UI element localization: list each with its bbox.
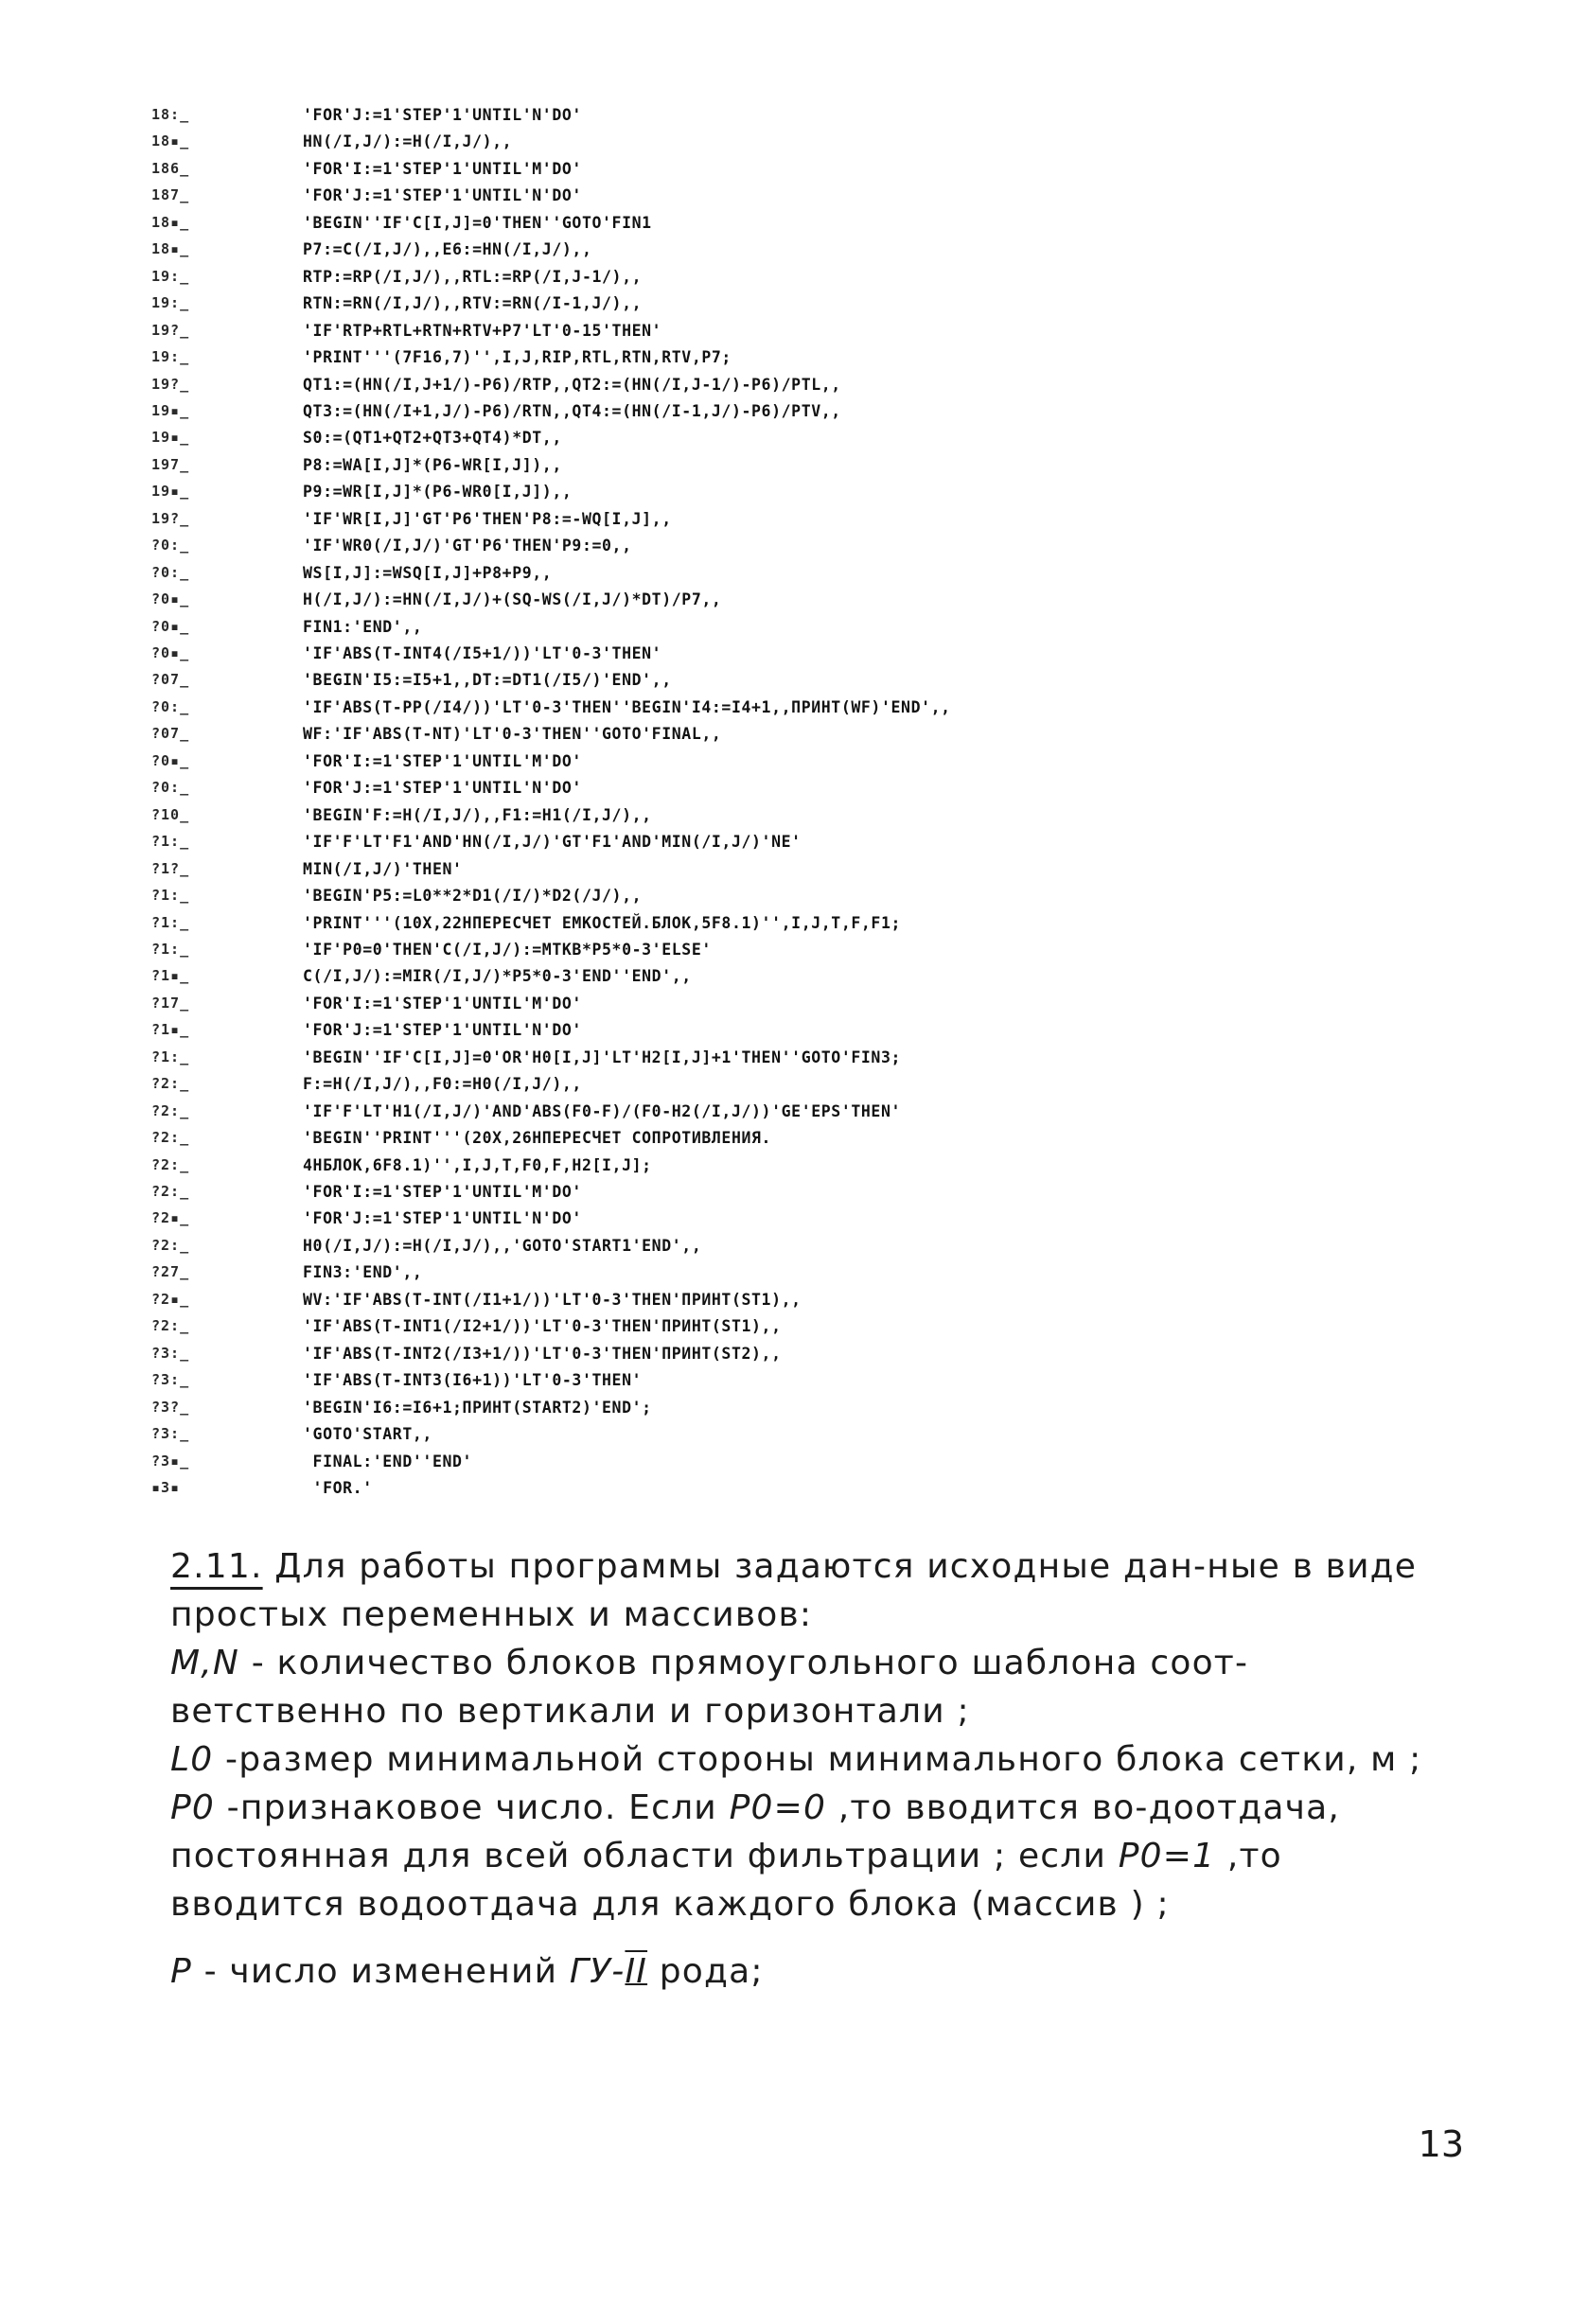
line-number: ?27_ [151,1263,190,1281]
code-text: WV:'IF'ABS(T-INT(/I1+1/))'LT'0-3'THEN'ПРИНТ(ST1),, [303,1290,802,1309]
code-text: 4HБЛОК,6F8.1)'',I,J,T,F0,F,H2[I,J]; [303,1155,652,1174]
paragraph-intro [170,1542,1438,1639]
code-text: 'IF'ABS(T-INT2(/I3+1/))'LT'0-3'THEN'ПРИНТ(ST2),, [303,1344,782,1363]
code-text: 'BEGIN'I6:=I6+1;ПРИНТ(START2)'END'; [303,1398,652,1417]
code-text: 'PRINT'''(7F16,7)'',I,J,RIP,RTL,RTN,RTV,P7; [303,348,732,367]
code-text: 'FOR'J:=1'STEP'1'UNTIL'N'DO' [303,1209,582,1228]
code-text: 'IF'ABS(T-INT3(I6+1))'LT'0-3'THEN' [303,1371,643,1390]
code-text: 'FOR'I:=1'STEP'1'UNTIL'M'DO' [303,159,582,178]
gu-symbol: ГУ- [569,1952,626,1991]
code-text: MIN(/I,J/)'THEN' [303,859,463,878]
code-text: 'IF'ABS(T-INT1(/I2+1/))'LT'0-3'THEN'ПРИНТ(ST1),, [303,1317,782,1336]
m-n-description: - количество блоков прямоугольного шаблона соот-ветственно по вертикали и горизонтали ; [170,1644,1249,1731]
code-text: P9:=WR[I,J]*(P6-WR0[I,J]),, [303,483,573,502]
code-text: RTN:=RN(/I,J/),,RTV:=RN(/I-1,J/),, [303,294,643,313]
code-text: 'BEGIN''PRINT'''(20X,26HПЕРЕСЧЕТ СОПРОТИВЛЕНИЯ. [303,1129,772,1148]
line-number: 19▪_ [151,429,190,447]
code-text: 'BEGIN''IF'C[I,J]=0'OR'H0[I,J]'LT'H2[I,J]+1'THEN''GOTO'FIN3; [303,1048,902,1066]
line-number: 187_ [151,186,190,204]
line-number: 19:_ [151,348,190,366]
code-text: 'IF'WR[I,J]'GT'P6'THEN'P8:=-WQ[I,J],, [303,509,672,528]
line-number: 19?_ [151,321,190,339]
code-text: 'GOTO'START,, [303,1425,432,1444]
line-number: ?1▪_ [151,967,190,985]
line-number: ?2:_ [151,1236,190,1254]
line-number: 18:_ [151,106,190,123]
symbol-p: P [170,1952,192,1991]
line-number: 19:_ [151,267,190,285]
code-text: H(/I,J/):=HN(/I,J/)+(SQ-WS(/I,J/)*DT)/P7,, [303,590,722,609]
code-text: 'IF'ABS(T-INT4(/I5+1/))'LT'0-3'THEN' [303,644,662,662]
code-text: QT3:=(HN(/I+1,J/)-P6)/RTN,,QT4:=(HN(/I-1,J/)-P6)/PTV,, [303,401,841,420]
line-number: ?17_ [151,994,190,1012]
line-number: ?3?_ [151,1398,190,1416]
symbol-l0: L0 [170,1740,214,1779]
line-number: ?0:_ [151,697,190,715]
line-number: ?0:_ [151,537,190,555]
line-number: ?2▪_ [151,1290,190,1308]
line-number: ?3:_ [151,1425,190,1443]
paragraph-p [170,1947,1438,1996]
line-number: ?1:_ [151,1048,190,1065]
code-text: FIN1:'END',, [303,617,423,636]
line-number: 197_ [151,455,190,473]
code-text: F:=H(/I,J/),,F0:=H0(/I,J/),, [303,1075,582,1094]
line-number: 19?_ [151,375,190,393]
code-text: 'BEGIN'P5:=L0**2*D1(/I/)*D2(/J/),, [303,887,643,906]
code-text: 'FOR'I:=1'STEP'1'UNTIL'M'DO' [303,1183,582,1201]
line-number: ?1:_ [151,913,190,931]
p0-description-a: -признаковое число. Если [215,1788,730,1827]
code-text: FINAL:'END''END' [303,1452,473,1470]
line-number: 18▪_ [151,132,190,150]
code-text: 'BEGIN''IF'C[I,J]=0'THEN''GOTO'FIN1 [303,213,652,232]
line-number: ?2:_ [151,1155,190,1173]
code-text: 'FOR'J:=1'STEP'1'UNTIL'N'DO' [303,779,582,798]
page-number: 13 [1418,2123,1464,2165]
code-text: 'IF'ABS(T-PP(/I4/))'LT'0-3'THEN''BEGIN'I4:=I4+1,,ПРИНТ(WF)'END',, [303,697,951,716]
p-description-b: рода; [647,1952,764,1991]
line-number: ?3▪_ [151,1452,190,1470]
code-text: 'IF'F'LT'F1'AND'HN(/I,J/)'GT'F1'AND'MIN(/I,J/)'NE' [303,833,802,852]
code-text: 'FOR'J:=1'STEP'1'UNTIL'N'DO' [303,1021,582,1040]
line-number: ▪3▪ [151,1478,181,1496]
line-number: 19:_ [151,294,190,312]
line-number: ?2:_ [151,1183,190,1200]
p0-description-b: ,то вводится во-доотдача, постоянная для всей области фильтрации ; если [170,1788,1341,1875]
line-number: 19?_ [151,509,190,527]
code-text: 'IF'RTP+RTL+RTN+RTV+P7'LT'0-15'THEN' [303,321,662,340]
p0-description-c: ,то вводится водоотдача для каждого блока (массив ) ; [170,1837,1282,1924]
code-text: H0(/I,J/):=H(/I,J/),,'GOTO'START1'END',, [303,1236,702,1255]
roman-two: II [625,1952,648,1991]
code-text: WS[I,J]:=WSQ[I,J]+P8+P9,, [303,563,553,582]
code-text: S0:=(QT1+QT2+QT3+QT4)*DT,, [303,429,562,448]
line-number: ?2▪_ [151,1209,190,1227]
code-text: 'IF'WR0(/I,J/)'GT'P6'THEN'P9:=0,, [303,537,632,555]
code-text: P7:=C(/I,J/),,E6:=HN(/I,J/),, [303,240,592,259]
code-text: RTP:=RP(/I,J/),,RTL:=RP(/I,J-1/),, [303,267,643,286]
paragraph-p0 [170,1784,1438,1928]
code-text: 'PRINT'''(10X,22HПЕРЕСЧЕТ ЕМКОСТЕЙ.БЛОК,5F8.1)'',I,J,T,F,F1; [303,913,902,932]
line-number: ?07_ [151,671,190,689]
p-description-a: - число изменений [191,1952,570,1991]
line-number: ?1:_ [151,887,190,905]
code-text: P8:=WA[I,J]*(P6-WR[I,J]),, [303,455,562,474]
code-text: WF:'IF'ABS(T-NT)'LT'0-3'THEN''GOTO'FINAL,, [303,725,722,744]
line-number: ?07_ [151,725,190,743]
code-text: 'FOR'J:=1'STEP'1'UNTIL'N'DO' [303,186,582,205]
line-number: ?3:_ [151,1344,190,1362]
code-text: 'FOR'I:=1'STEP'1'UNTIL'M'DO' [303,994,582,1012]
code-text: 'IF'F'LT'H1(/I,J/)'AND'ABS(F0-F)/(F0-H2(/I,J/))'GE'EPS'THEN' [303,1101,902,1120]
line-number: ?1:_ [151,940,190,958]
code-text: HN(/I,J/):=H(/I,J/),, [303,132,513,151]
line-number: 18▪_ [151,240,190,258]
code-text: C(/I,J/):=MIR(/I,J/)*P5*0-3'END''END',, [303,967,692,986]
code-text: 'BEGIN'I5:=I5+1,,DT:=DT1(/I5/)'END',, [303,671,672,690]
line-number: ?2:_ [151,1075,190,1093]
line-number: ?0:_ [151,779,190,797]
line-number: ?10_ [151,805,190,823]
line-number: ?0▪_ [151,751,190,769]
line-number: ?2:_ [151,1129,190,1147]
paragraph-l0 [170,1735,1438,1784]
line-number: ?0▪_ [151,644,190,661]
line-number: ?2:_ [151,1317,190,1335]
p0-condition-0: P0=0 [729,1788,827,1827]
line-number: 18▪_ [151,213,190,231]
paragraph-m-n [170,1639,1438,1735]
line-number: ?0▪_ [151,617,190,635]
code-text: FIN3:'END',, [303,1263,423,1282]
section-2-11 [170,1542,1438,1996]
section-number: 2.11. [170,1547,263,1586]
code-text: 'FOR'I:=1'STEP'1'UNTIL'M'DO' [303,751,582,770]
line-number: ?2:_ [151,1101,190,1119]
line-number: ?0▪_ [151,590,190,608]
line-number: ?1?_ [151,859,190,877]
line-number: ?0:_ [151,563,190,581]
program-listing [151,106,1476,1497]
line-number: ?1:_ [151,833,190,851]
line-number: 19▪_ [151,401,190,419]
line-number: ?3:_ [151,1371,190,1389]
code-text: 'IF'P0=0'THEN'C(/I,J/):=MTKB*P5*0-3'ELSE' [303,940,712,959]
p0-condition-1: P0=1 [1118,1837,1216,1875]
code-text: 'FOR.' [303,1478,373,1497]
symbol-m-n: M,N [170,1644,240,1682]
l0-description: -размер минимальной стороны минимального блока сетки, м ; [213,1740,1422,1779]
intro-text: Для работы программы задаются исходные дан-ные в виде простых переменных и массивов: [170,1547,1418,1634]
code-text: 'BEGIN'F:=H(/I,J/),,F1:=H1(/I,J/),, [303,805,652,824]
line-number: 19▪_ [151,483,190,501]
symbol-p0: P0 [170,1788,216,1827]
line-number: 186_ [151,159,190,177]
code-text: QT1:=(HN(/I,J+1/)-P6)/RTP,,QT2:=(HN(/I,J-1/)-P6)/PTL,, [303,375,841,394]
code-text: 'FOR'J:=1'STEP'1'UNTIL'N'DO' [303,106,582,124]
line-number: ?1▪_ [151,1021,190,1039]
